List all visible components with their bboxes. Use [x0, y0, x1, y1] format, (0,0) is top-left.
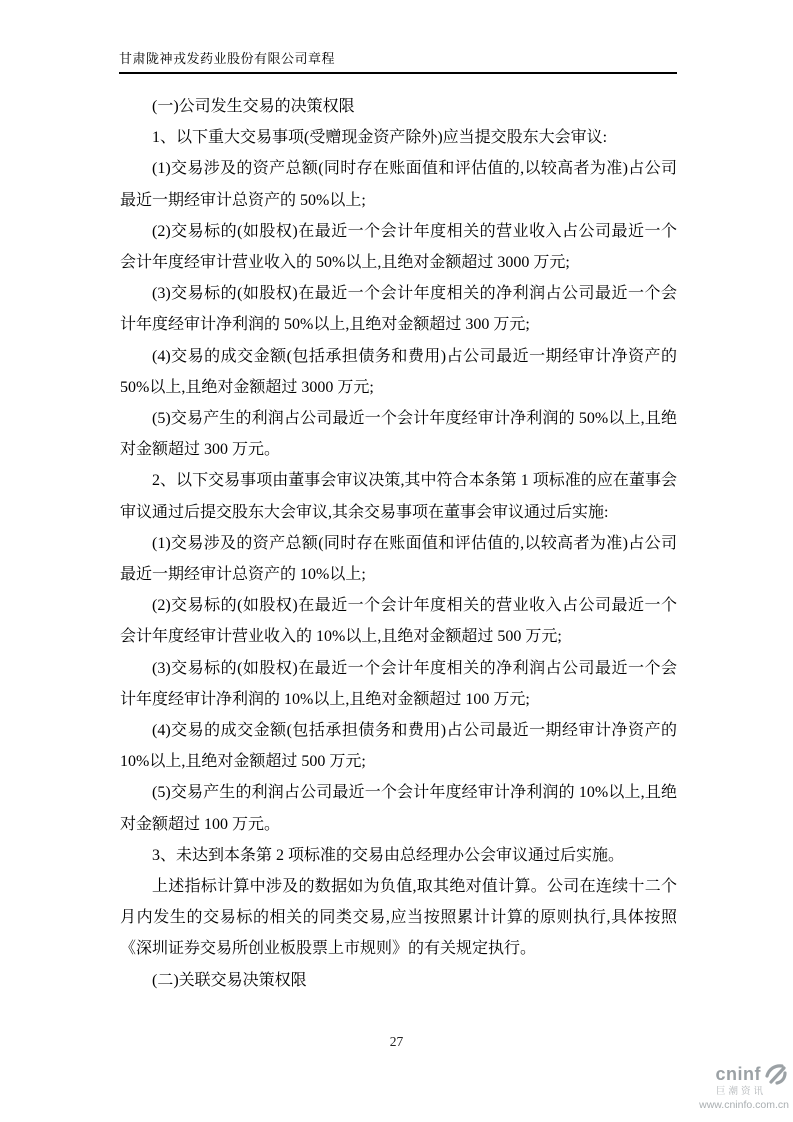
page-number: 27: [389, 1034, 404, 1049]
paragraph-item-1-sub-3: (3)交易标的(如股权)在最近一个会计年度相关的净利润占公司最近一个会计年度经审计净利润的 50%以上,且绝对金额超过 300 万元;: [120, 285, 677, 334]
paragraph-item-3: 3、未达到本条第 2 项标准的交易由总经理办公会审议通过后实施。: [152, 846, 625, 864]
paragraph-item-2-sub-1: (1)交易涉及的资产总额(同时存在账面值和评估值的,以较高者为准)占公司最近一期经审计总资产的 10%以上;: [120, 534, 677, 584]
page-header-title: 甘肃陇神戎发药业股份有限公司章程: [119, 51, 336, 66]
cninfo-brand-row: [716, 1062, 790, 1086]
paragraph-item-1-sub-1: (1)交易涉及的资产总额(同时存在账面值和评估值的,以较高者为准)占公司最近一期经审计总资产的 50%以上;: [120, 160, 677, 209]
paragraph-item-1-sub-2: (2)交易标的(如股权)在最近一个会计年度相关的营业收入占公司最近一个会计年度经审计营业收入的 50%以上,且绝对金额超过 3000 万元;: [120, 222, 677, 272]
cninfo-brand-cn: 巨潮资讯: [715, 1087, 766, 1097]
document-body: [120, 91, 677, 996]
cninfo-swirl-icon: [763, 1062, 789, 1086]
cninfo-brand-text: cninf: [715, 1064, 761, 1084]
paragraph-item-1: 1、以下重大交易事项(受赠现金资产除外)应当提交股东大会审议:: [152, 129, 608, 147]
paragraph-item-2-sub-2: (2)交易标的(如股权)在最近一个会计年度相关的营业收入占公司最近一个会计年度经审计营业收入的 10%以上,且绝对金额超过 500 万元;: [120, 597, 677, 646]
cninfo-watermark: [699, 1062, 789, 1112]
paragraph-item-1-sub-5: (5)交易产生的利润占公司最近一个会计年度经审计净利润的 50%以上,且绝对金额超过 300 万元。: [120, 410, 677, 459]
paragraph-section-2-title: (二)关联交易决策权限: [152, 971, 307, 989]
paragraph-section-1-title: (一)公司发生交易的决策权限: [152, 98, 355, 115]
paragraph-item-2-sub-5: (5)交易产生的利润占公司最近一个会计年度经审计净利润的 10%以上,且绝对金额超过 100 万元。: [120, 784, 677, 833]
paragraph-item-2-sub-4: (4)交易的成交金额(包括承担债务和费用)占公司最近一期经审计净资产的 10%以上,且绝对金额超过 500 万元;: [120, 722, 677, 771]
paragraph-item-1-sub-4: (4)交易的成交金额(包括承担债务和费用)占公司最近一期经审计净资产的 50%以上,且绝对金额超过 3000 万元;: [120, 347, 677, 396]
paragraph-calculation-note: 上述指标计算中涉及的数据如为负值,取其绝对值计算。公司在连续十二个月内发生的交易标的相关的同类交易,应当按照累计计算的原则执行,具体按照《深圳证券交易所创业板股票上市规则》的有关规定执行。: [120, 878, 677, 958]
paragraph-item-2: 2、以下交易事项由董事会审议决策,其中符合本条第 1 项标准的应在董事会审议通过后提交股东大会审议,其余交易事项在董事会审议通过后实施:: [120, 472, 677, 521]
page-header: [119, 50, 677, 74]
paragraph-item-2-sub-3: (3)交易标的(如股权)在最近一个会计年度相关的净利润占公司最近一个会计年度经审计净利润的 10%以上,且绝对金额超过 100 万元;: [120, 659, 677, 708]
cninfo-url: www.cninfo.com.cn: [699, 1099, 789, 1111]
